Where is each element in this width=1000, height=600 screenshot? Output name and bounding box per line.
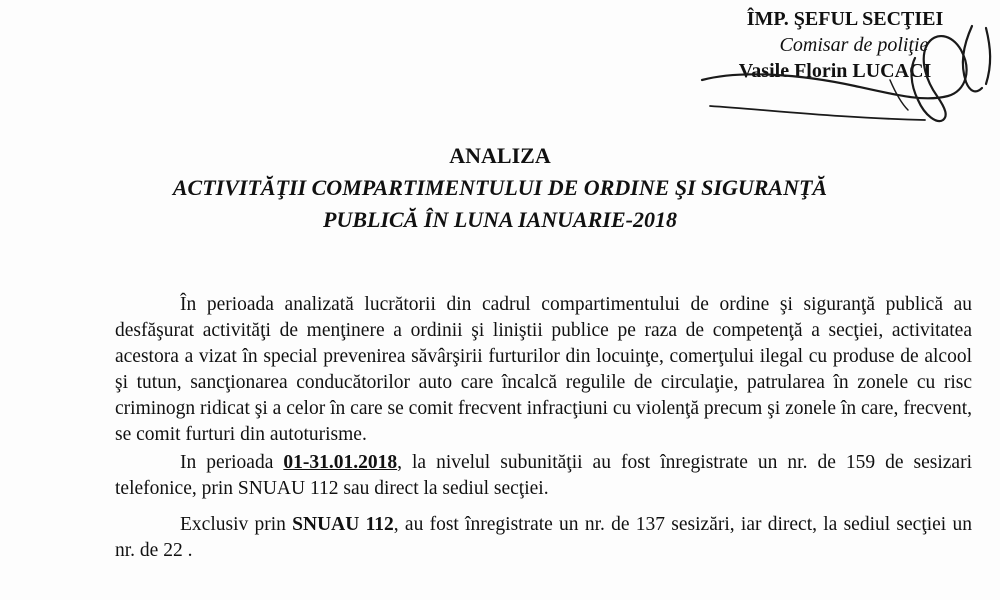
period-suffix: , la nivelul subunităţii au fost înregistrate un nr. de 159 de sesizari telefonice, prin SNUAU 112 sau direct la sediul secţiei. [115, 452, 972, 499]
approver-name: Vasile Florin LUCACI [738, 60, 932, 82]
approver-rank: Comisar de poliţie [779, 34, 929, 56]
paragraph-channel [115, 512, 972, 564]
channel-prefix: Exclusiv prin [180, 514, 293, 535]
channel-suffix: , au fost înregistrate un nr. de 137 sesizări, iar direct, la sediul secţiei un nr. de 22 . [115, 514, 972, 561]
document-title [0, 140, 1000, 236]
paragraph-activities: În perioada analizată lucrătorii din cadrul compartimentului de ordine şi siguranţă publică au desfăşurat activităţi de menţinere a ordinii şi liniştii publice pe raza de competenţă a secţiei, activitatea acestora a vizat în special prevenirea săvârşirii furturilor din locuinţe, comerţului ilegal cu produse de alcool şi tutun, sancţionarea conducătorilor auto care încalcă regulile de circulaţie, patrularea în zonele cu risc criminogn ridicat şi a celor în care se comit frecvent infracţiuni cu violenţă precum şi zonele în care, frecvent, se comit furturi din autoturisme. [115, 294, 972, 445]
document-body [115, 292, 972, 564]
handwritten-signature [680, 10, 1000, 130]
title-line-3: PUBLICĂ ÎN LUNA IANUARIE-2018 [323, 207, 677, 232]
title-line-1: ANALIZA [449, 143, 551, 168]
period-dates: 01-31.01.2018 [283, 452, 398, 473]
title-line-2: ACTIVITĂŢII COMPARTIMENTULUI DE ORDINE ŞI SIGURANŢĂ [172, 175, 828, 200]
period-prefix: In perioada [180, 452, 284, 473]
paragraph-period [115, 450, 972, 502]
approver-role: ÎMP. ŞEFUL SECŢIEI [746, 8, 944, 30]
channel-name: SNUAU 112 [292, 514, 394, 535]
